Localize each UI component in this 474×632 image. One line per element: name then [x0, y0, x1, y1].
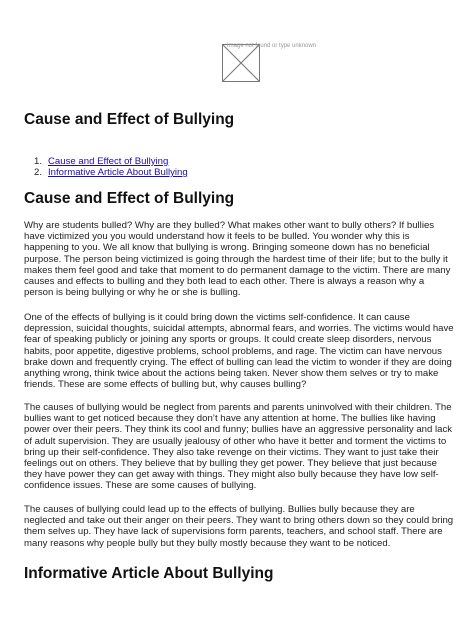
text-line: The causes of bullying could lead up to the effects of bullying. Bullies bully because they are: [24, 504, 415, 515]
text-line: makes them feel good and take that moment to do permanent damage to the victim. There are many: [24, 264, 451, 276]
text-line: anything wrong, think twice about the actions being taken. Never show them selves or try to make: [24, 368, 439, 380]
image-alt-text: Image not found or type unknown: [227, 43, 317, 49]
text-line: purpose. The person being victimized is going through the hardest time of their life; but to the bully it: [24, 253, 448, 265]
image-placeholder-box: [222, 44, 260, 82]
paragraph: [24, 402, 458, 492]
text-line: bullies want to get noticed because they don’t have any attention at home. The bullies like having: [24, 413, 436, 425]
text-line: neglected and take out their anger on their peers. They want to bring others down so they could bring: [24, 515, 454, 527]
text-line: habits, poor appetite, digestive problems, school problems, and rage. The victim can have nervous: [24, 345, 442, 357]
text-line: have victimized you you would understand how it feels to be bulled. You wonder why this is: [24, 231, 410, 243]
text-line: confidence issues. These are some causes of bullying.: [24, 480, 257, 492]
paragraph: [24, 220, 458, 298]
table-of-contents: [34, 156, 188, 178]
text-line: The causes of bullying would be neglect from parents and parents uninvolved with their children. The: [24, 402, 452, 413]
text-line: many reasons why people bully but they bully mostly because they want to be noticed.: [24, 537, 391, 549]
text-line: feelings out on others. They believe that by bulling they get power. They believe that just because: [24, 458, 437, 470]
section-heading-informative-article: Informative Article About Bullying: [24, 565, 274, 582]
broken-image-icon: [222, 43, 317, 82]
text-line: friends. These are some effects of bulling but, why causes bulling?: [24, 379, 307, 391]
text-line: of adult supervision. They are usually jealousy of other who have it better and torment the victims to: [24, 435, 447, 447]
paragraph: [24, 312, 458, 390]
toc-link-cause-effect[interactable]: Cause and Effect of Bullying: [48, 156, 169, 167]
toc-item-number: 1.: [34, 156, 43, 167]
text-line: person is being bullying or why he or she is bulling.: [24, 287, 241, 299]
text-line: Why are students bulled? Why are they bulled? What makes other want to bully others? If bullies: [24, 220, 435, 231]
toc-item: [34, 167, 188, 178]
toc-item-number: 2.: [34, 167, 43, 178]
text-line: fear of speaking publicly or joining any sports or groups. It could create sleep disorders, nervous: [24, 334, 432, 346]
text-line: happening to you. We all know that bullying is wrong. Bringing someone down has no beneficial: [24, 242, 430, 254]
toc-item: [34, 156, 188, 167]
toc-link-informative-article[interactable]: Informative Article About Bullying: [48, 167, 188, 178]
page-title: Cause and Effect of Bullying: [24, 111, 235, 128]
text-line: brake down and frequently crying. The effect of bulling can lead the victim to wonder if they are doing: [24, 356, 452, 368]
text-line: they have power they can get away with things. They might also bully because they have low self-: [24, 469, 439, 481]
text-line: depression, suicidal thoughts, suicidal attempts, abnormal fears, and worries. The victims would have: [24, 323, 454, 335]
text-line: bring up their self-confidence. They also take revenge on their victims. They want to just take their: [24, 446, 439, 458]
text-line: them selves up. They have lack of supervisions form parents, teachers, and school staff. There are: [24, 526, 443, 538]
text-line: causes and effects to bulling and they both lead to each other. There is always a reason why a: [24, 276, 425, 288]
section-heading-cause-effect: Cause and Effect of Bullying: [24, 190, 235, 207]
text-line: power over their peers. They think its cool and funny; bullies have an aggressive personality and lack: [24, 424, 453, 436]
text-line: One of the effects of bullying is it could bring down the victims self-confidence. It can cause: [24, 312, 410, 323]
paragraph: [24, 504, 458, 549]
